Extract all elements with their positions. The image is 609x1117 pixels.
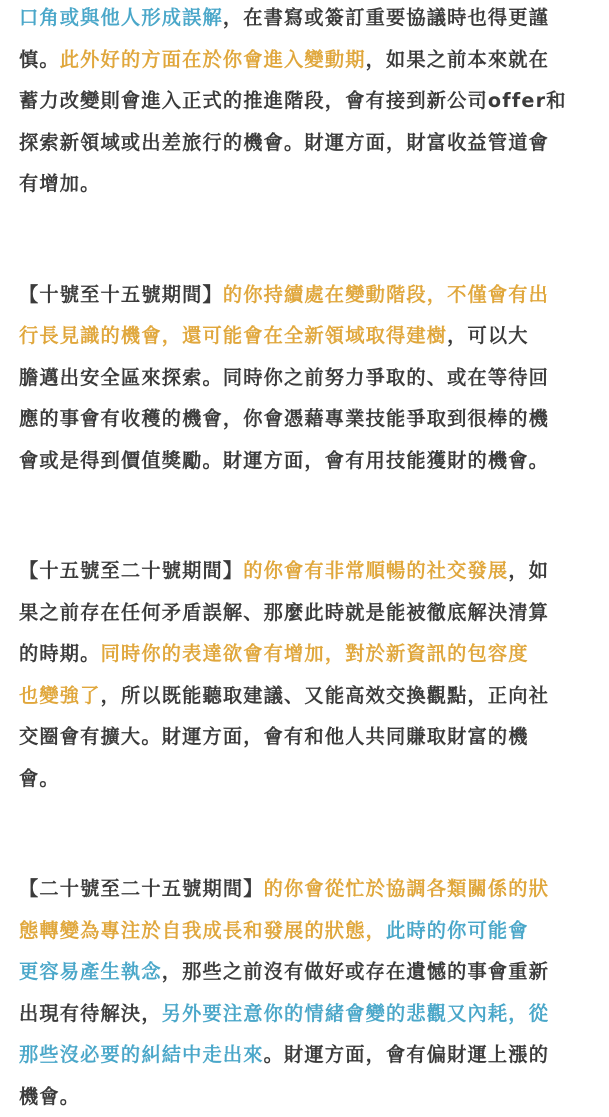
body-text: ，如果之前本來就在 xyxy=(366,48,550,71)
body-text: ，那些之前沒有做好或存在遺憾的事會重新 xyxy=(162,960,549,983)
text-line xyxy=(19,39,595,81)
body-text: 有增加。 xyxy=(19,172,101,195)
text-line xyxy=(19,633,595,675)
text-line xyxy=(19,592,595,634)
body-text: 交圈會有擴大。財運方面，會有和他人共同賺取財富的機 xyxy=(19,725,529,748)
text-line xyxy=(19,315,595,357)
body-text: ，在書寫或簽訂重要協議時也得更謹 xyxy=(223,6,549,29)
body-text: ，如 xyxy=(508,559,549,582)
highlight-text: 的你會從忙於協調各類關係的狀 xyxy=(264,877,549,900)
text-line xyxy=(19,868,595,910)
highlight-text: 更容易產生執念 xyxy=(19,960,162,983)
text-line xyxy=(19,1076,595,1117)
highlight-text: 態轉變為專注於自我成長和發展的狀態， xyxy=(19,919,386,942)
text-line xyxy=(19,440,595,482)
body-text: 的時期。 xyxy=(19,642,101,665)
text-line xyxy=(19,357,595,399)
text-line xyxy=(19,80,595,122)
body-text: 探索新領域或出差旅行的機會。財運方面，財富收益管道會 xyxy=(19,131,549,154)
body-text: 應的事會有收穫的機會，你會憑藉專業技能爭取到很棒的機 xyxy=(19,407,549,430)
body-text: 。財運方面，會有偏財運上漲的 xyxy=(264,1043,549,1066)
highlight-text: 行長見識的機會，還可能會在全新領域取得建樹 xyxy=(19,324,447,347)
period-heading: 【二十號至二十五號期間】 xyxy=(19,877,264,900)
body-text: 蓄力改變則會進入正式的推進階段，會有接到新公司offer和 xyxy=(19,89,567,112)
paragraph-gap xyxy=(19,205,595,274)
highlight-text: 此時的你可能會 xyxy=(386,919,529,942)
highlight-text: 也變強了 xyxy=(19,684,101,707)
text-line xyxy=(19,1034,595,1076)
paragraph-gap xyxy=(19,799,595,868)
highlight-text: 此外好的方面在於你會進入變動期 xyxy=(60,48,366,71)
highlight-text: 同時你的表達欲會有增加，對於新資訊的包容度 xyxy=(101,642,529,665)
text-line xyxy=(19,274,595,316)
body-text: 會或是得到價值獎勵。財運方面，會有用技能獲財的機會。 xyxy=(19,449,549,472)
paragraph-gap xyxy=(19,481,595,550)
text-line xyxy=(19,758,595,800)
body-text: 會。 xyxy=(19,767,60,790)
body-text: 慎。 xyxy=(19,48,60,71)
highlight-text: 的你持續處在變動階段，不僅會有出 xyxy=(223,283,549,306)
body-text: 機會。 xyxy=(19,1085,80,1108)
text-line xyxy=(19,122,595,164)
text-line xyxy=(19,993,595,1035)
highlight-text: 那些沒必要的糾結中走出來 xyxy=(19,1043,264,1066)
highlight-text: 另外要注意你的情緒會變的悲觀又內耗，從 xyxy=(162,1002,549,1025)
text-line xyxy=(19,398,595,440)
text-line xyxy=(19,716,595,758)
text-line xyxy=(19,163,595,205)
text-line xyxy=(19,910,595,952)
text-line xyxy=(19,550,595,592)
text-line xyxy=(19,0,595,39)
text-line xyxy=(19,675,595,717)
period-heading: 【十五號至二十號期間】 xyxy=(19,559,243,582)
highlight-text: 的你會有非常順暢的社交發展 xyxy=(243,559,508,582)
period-heading: 【十號至十五號期間】 xyxy=(19,283,223,306)
body-text: ，可以大 xyxy=(447,324,529,347)
body-text: 出現有待解決， xyxy=(19,1002,162,1025)
body-text: ，所以既能聽取建議、又能高效交換觀點，正向社 xyxy=(101,684,550,707)
text-line xyxy=(19,951,595,993)
body-text: 膽邁出安全區來探索。同時你之前努力爭取的、或在等待回 xyxy=(19,366,549,389)
highlight-text: 口角或與他人形成誤解 xyxy=(19,6,223,29)
body-text: 果之前存在任何矛盾誤解、那麼此時就是能被徹底解決清算 xyxy=(19,601,549,624)
